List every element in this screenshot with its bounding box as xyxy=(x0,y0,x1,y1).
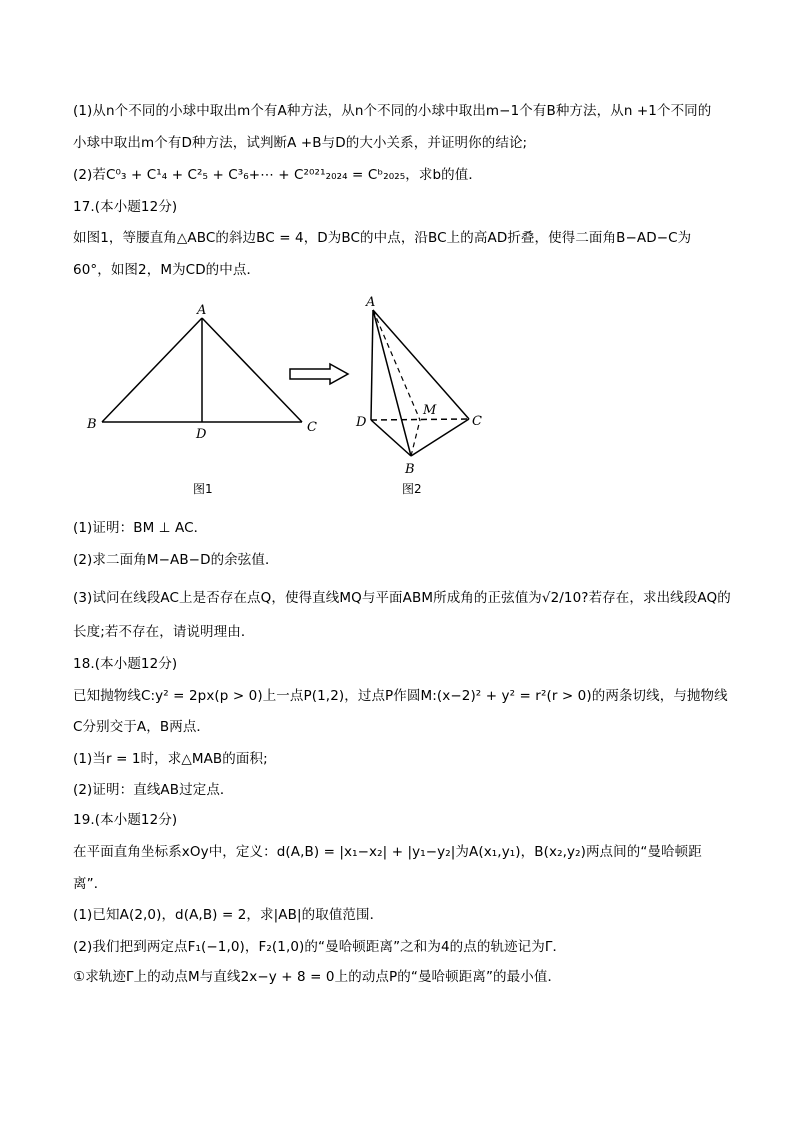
q19-part2-sub1: ①求轨迹Γ上的动点M与直线2x−y + 8 = 0上的动点P的“曼哈顿距离”的最小值． xyxy=(73,969,562,985)
edge-am-hidden xyxy=(373,310,420,420)
edge-ab xyxy=(102,318,202,422)
q17-part3-line1: (3)试问在线段AC上是否存在点Q，使得直线MQ与平面ABM所成角的正弦值为√2/10?若存在，求出线段AQ的 xyxy=(73,590,731,606)
edge-ac xyxy=(202,318,302,422)
edge-ad xyxy=(371,310,373,420)
figure-2-tetrahedron xyxy=(352,290,492,480)
figure-1-caption: 图1 xyxy=(193,482,213,496)
q19-header: 19.(本小题12分) xyxy=(73,812,178,828)
label-c: C xyxy=(472,414,482,429)
q17-stem-line1: 如图1，等腰直角△ABC的斜边BC = 4，D为BC的中点，沿BC上的高AD折叠，使得二面角B−AD−C为 xyxy=(73,230,692,246)
figure-1-triangle xyxy=(80,298,320,448)
q18-stem-line1: 已知抛物线C:y² = 2px(p > 0)上一点P(1,2)，过点P作圆M:(x−2)² + y² = r²(r > 0)的两条切线，与抛物线 xyxy=(73,688,728,704)
label-b: B xyxy=(87,417,97,432)
q17-part3-line2: 长度;若不存在，请说明理由． xyxy=(73,624,255,640)
q16-part2: (2)若C⁰₃ + C¹₄ + C²₅ + C³₆+⋯ + C²⁰²¹₂₀₂₄ = Cᵇ₂₀₂₅，求b的值． xyxy=(73,167,482,183)
q17-stem-line2: 60°，如图2，M为CD的中点． xyxy=(73,262,261,278)
label-d: D xyxy=(356,415,367,430)
q18-stem-line2: C分别交于A，B两点． xyxy=(73,719,211,735)
q17-part1: (1)证明：BM ⊥ AC． xyxy=(73,520,208,536)
q18-part1: (1)当r = 1时，求△MAB的面积; xyxy=(73,751,268,767)
label-b: B xyxy=(405,462,415,477)
label-a: A xyxy=(197,303,207,318)
q19-stem-line2: 离”． xyxy=(73,876,108,892)
q16-part1-line1: (1)从n个不同的小球中取出m个有A种方法，从n个不同的小球中取出m−1个有B种方法，从n +1个不同的 xyxy=(73,103,712,119)
q19-part2: (2)我们把到两定点F₁(−1,0)，F₂(1,0)的“曼哈顿距离”之和为4的点的轨迹记为Γ． xyxy=(73,939,567,955)
label-c: C xyxy=(307,420,317,435)
q16-part1-line2: 小球中取出m个有D种方法，试判断A +B与D的大小关系，并证明你的结论; xyxy=(73,135,528,151)
q18-header: 18.(本小题12分) xyxy=(73,656,178,672)
q17-part2: (2)求二面角M−AB−D的余弦值． xyxy=(73,552,279,568)
edge-db xyxy=(371,420,411,456)
q17-header: 17.(本小题12分) xyxy=(73,199,178,215)
q18-part2: (2)证明：直线AB过定点． xyxy=(73,782,234,798)
label-m: M xyxy=(423,403,437,418)
q19-part1: (1)已知A(2,0)，d(A,B) = 2，求|AB|的取值范围． xyxy=(73,907,384,923)
label-a: A xyxy=(366,295,376,310)
label-d: D xyxy=(196,427,207,442)
edge-bc xyxy=(411,419,469,456)
transform-arrow-icon xyxy=(288,362,352,386)
q19-stem-line1: 在平面直角坐标系xOy中，定义：d(A,B) = |x₁−x₂| + |y₁−y₂|为A(x₁,y₁)，B(x₂,y₂)两点间的“曼哈顿距 xyxy=(73,844,702,860)
figure-2-caption: 图2 xyxy=(402,482,422,496)
